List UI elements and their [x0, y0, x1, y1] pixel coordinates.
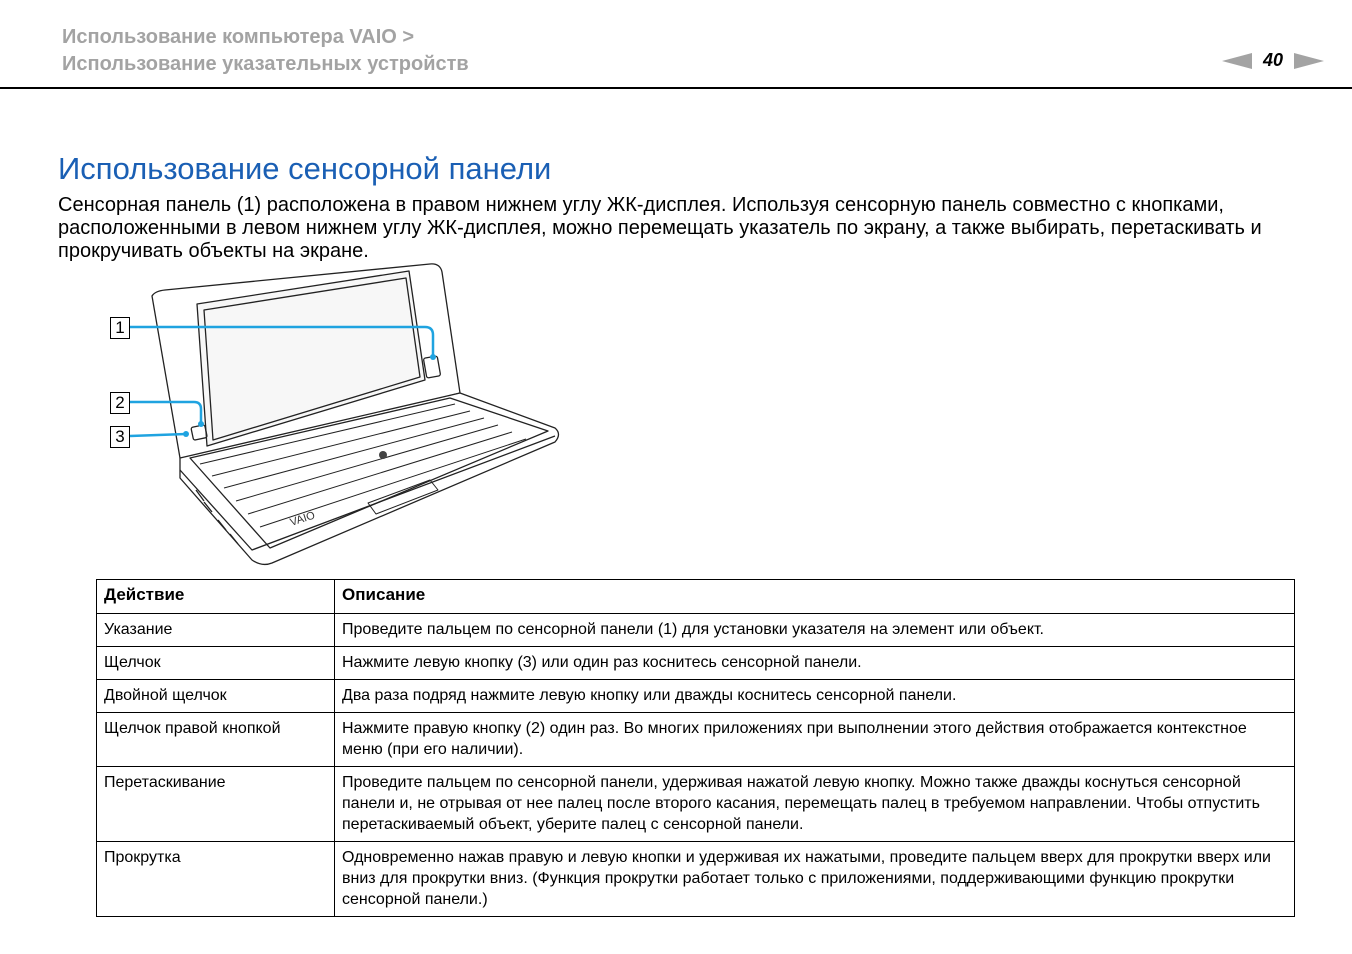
callout-label: 2 — [110, 392, 130, 414]
touchpad-actions-table — [96, 579, 1295, 917]
header-divider — [0, 87, 1352, 89]
description-cell: Проведите пальцем по сенсорной панели (1) для установки указателя на элемент или объект. — [335, 614, 1295, 647]
action-cell: Щелчок — [97, 647, 335, 680]
table-row — [97, 614, 1295, 647]
laptop-illustration — [100, 258, 570, 570]
action-cell: Указание — [97, 614, 335, 647]
description-cell: Одновременно нажав правую и левую кнопки и удерживая их нажатыми, проведите пальцем вверх для прокрутки вверх или вниз для прокрутки вниз. (Функция прокрутки работает только с приложениями, поддерживающими функцию прокрутки сенсорной панели.) — [335, 842, 1295, 917]
table-row — [97, 767, 1295, 842]
intro-paragraph: Сенсорная панель (1) расположена в правом нижнем углу ЖК-дисплея. Используя сенсорную панель совместно с кнопками, расположенными в левом нижнем углу ЖК-дисплея, можно перемещать указатель по экрану, а также выбирать, перетаскивать и прокручивать объекты на экране. — [58, 194, 1262, 262]
callout-label: 1 — [110, 317, 130, 339]
description-cell: Проведите пальцем по сенсорной панели, удерживая нажатой левую кнопку. Можно также дважды коснуться сенсорной панели и, не отрывая от нее палец после второго касания, перемещать палец в требуемом направлении. Чтобы отпустить перетаскиваемый объект, уберите палец с сенсорной панели. — [335, 767, 1295, 842]
breadcrumb-parent-link[interactable]: Использование компьютера VAIO > — [62, 26, 415, 48]
action-cell: Перетаскивание — [97, 767, 335, 842]
column-header: Описание — [335, 580, 1295, 614]
laptop-figure — [100, 258, 570, 570]
vaio-logo: VAIO — [288, 509, 317, 529]
column-header: Действие — [97, 580, 335, 614]
page-navigation — [1222, 50, 1324, 71]
breadcrumb — [62, 24, 469, 78]
callout-label: 3 — [110, 426, 130, 448]
action-cell: Двойной щелчок — [97, 680, 335, 713]
description-cell: Нажмите правую кнопку (2) один раз. Во многих приложениях при выполнении этого действия отображается контекстное меню (при его наличии). — [335, 713, 1295, 767]
left-triangle-arrow-icon[interactable] — [1222, 53, 1252, 69]
right-triangle-arrow-icon[interactable] — [1294, 53, 1324, 69]
section-title: Использование сенсорной панели — [58, 150, 552, 186]
table-row — [97, 680, 1295, 713]
action-cell: Щелчок правой кнопкой — [97, 713, 335, 767]
table-header-row — [97, 580, 1295, 614]
table-row — [97, 647, 1295, 680]
page-number: 40 — [1262, 50, 1284, 70]
description-cell: Два раза подряд нажмите левую кнопку или дважды коснитесь сенсорной панели. — [335, 680, 1295, 713]
table-row — [97, 842, 1295, 917]
breadcrumb-current: Использование указательных устройств — [62, 53, 469, 75]
description-cell: Нажмите левую кнопку (3) или один раз коснитесь сенсорной панели. — [335, 647, 1295, 680]
table-row — [97, 713, 1295, 767]
action-cell: Прокрутка — [97, 842, 335, 917]
